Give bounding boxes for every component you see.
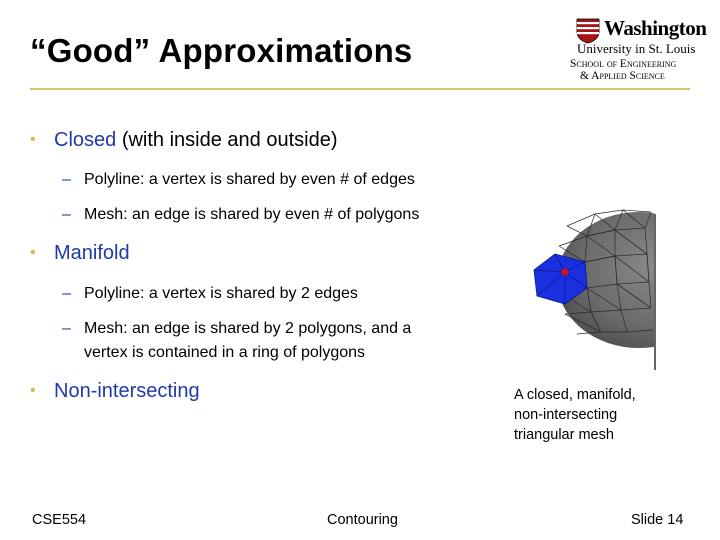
university-logo — [568, 14, 707, 82]
bullet-text — [54, 379, 200, 403]
subbullet-text: Mesh: an edge is shared by even # of polygons — [84, 206, 420, 223]
slide-title: “Good” Approximations — [30, 32, 413, 69]
logo-applied-science: & Applied Science — [580, 70, 665, 82]
bullet-dot: • — [30, 244, 36, 261]
bullet-dot: • — [30, 382, 36, 399]
bullet-keyword: Closed — [54, 129, 117, 151]
logo-university: University in St. Louis — [577, 41, 696, 56]
bullet-keyword: Manifold — [54, 242, 130, 264]
caption-line1: A closed, manifold, — [514, 387, 636, 403]
bullet-text — [54, 128, 338, 152]
subbullet-text-line1: Mesh: an edge is shared by 2 polygons, and a — [84, 320, 412, 337]
mesh-caption — [514, 385, 704, 445]
bullet-closed — [30, 128, 510, 152]
subbullet-dash: – — [62, 285, 71, 302]
subbullet-mesh-even — [62, 205, 522, 225]
bullet-non-intersecting — [30, 379, 330, 403]
caption-line3: triangular mesh — [514, 427, 614, 443]
bullet-dot: • — [30, 131, 36, 148]
triangular-mesh-sphere-illustration — [527, 206, 659, 372]
subbullet-dash: – — [62, 206, 71, 223]
bullet-rest: (with inside and outside) — [116, 129, 338, 151]
subbullet-polyline-two — [62, 284, 502, 304]
footer-course: CSE554 — [32, 512, 87, 528]
subbullet-mesh-two — [62, 319, 502, 361]
subbullet-text: Polyline: a vertex is shared by even # of edges — [84, 171, 415, 188]
bullet-manifold — [30, 241, 330, 265]
subbullet-polyline-even — [62, 170, 522, 190]
logo-school: School of Engineering — [570, 58, 677, 70]
subbullet-dash: – — [62, 171, 71, 188]
bullet-text — [54, 241, 130, 265]
bullet-keyword: Non-intersecting — [54, 380, 200, 402]
footer-topic: Contouring — [327, 512, 398, 528]
logo-washington: Washington — [604, 16, 707, 40]
subbullet-text: Polyline: a vertex is shared by 2 edges — [84, 285, 358, 302]
caption-line2: non-intersecting — [514, 407, 618, 423]
title-underline — [30, 88, 690, 90]
footer-slide-number: Slide 14 — [631, 512, 684, 528]
subbullet-dash: – — [62, 320, 71, 337]
subbullet-text-line2: vertex is contained in a ring of polygons — [84, 344, 366, 361]
